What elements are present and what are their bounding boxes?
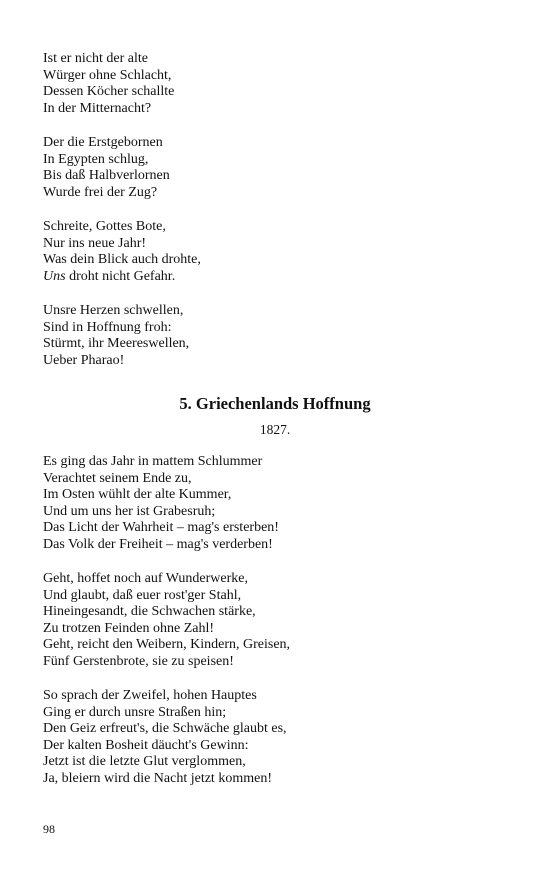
verse-line: Der die Erstgebornen <box>43 135 163 150</box>
stanza <box>43 571 513 671</box>
verse-line: Wurde frei der Zug? <box>43 184 158 200</box>
verse-line: Jetzt ist die letzte Glut verglommen, <box>43 754 246 770</box>
poem-title: 5. Griechenlands Hoffnung <box>179 394 371 413</box>
verse-line: Ja, bleiern wird die Nacht jetzt kommen! <box>43 770 272 786</box>
stanza <box>43 688 513 788</box>
verse-line: Und um uns her ist Grabesruh; <box>43 503 216 519</box>
verse-line: Es ging das Jahr in mattem Schlummer <box>43 454 263 469</box>
verse-line: Schreite, Gottes Bote, <box>43 219 166 234</box>
verse-line: In Egypten schlug, <box>43 151 149 167</box>
verse-line: Ist er nicht der alte <box>43 51 148 66</box>
verse-line: Hineingesandt, die Schwachen stärke, <box>43 604 256 620</box>
poem-body <box>43 688 513 788</box>
verse-line: Bis daß Halbverlornen <box>43 168 170 184</box>
stanza <box>43 303 513 369</box>
poem-continuation <box>43 51 513 117</box>
page-number: 98 <box>43 822 55 836</box>
verse-line: Den Geiz erfreut's, die Schwäche glaubt es, <box>43 721 287 737</box>
poem-year: 1827. <box>259 422 291 437</box>
stanza <box>43 135 513 201</box>
italic-word: Uns <box>43 268 66 284</box>
verse-line: In der Mitternacht? <box>43 100 152 116</box>
poem-continuation <box>43 219 513 285</box>
verse-line: Ueber Pharao! <box>43 352 125 368</box>
verse-line: Dessen Köcher schallte <box>43 84 175 100</box>
verse-line: Im Osten wühlt der alte Kummer, <box>43 487 232 503</box>
stanza <box>43 219 513 285</box>
stanza <box>43 51 513 117</box>
poem-body <box>43 571 513 671</box>
stanza <box>43 454 513 554</box>
verse-line: Das Volk der Freiheit – mag's verderben! <box>43 536 273 552</box>
verse-line: Würger ohne Schlacht, <box>43 67 172 83</box>
poem-continuation <box>43 303 513 369</box>
verse-line: Zu trotzen Feinden ohne Zahl! <box>43 620 215 636</box>
poem-continuation <box>43 135 513 201</box>
verse-line: Sind in Hoffnung froh: <box>43 319 172 335</box>
verse-line: So sprach der Zweifel, hohen Hauptes <box>43 688 257 703</box>
verse-line: Geht, hoffet noch auf Wunderwerke, <box>43 571 248 586</box>
verse-line: Unsre Herzen schwellen, <box>43 303 184 318</box>
verse-line: Ging er durch unsre Straßen hin; <box>43 704 227 720</box>
verse-line: Geht, reicht den Weibern, Kindern, Greisen, <box>43 637 291 653</box>
verse-line: Stürmt, ihr Meereswellen, <box>43 336 190 352</box>
verse-line: Der kalten Bosheit däucht's Gewinn: <box>43 737 249 753</box>
verse-line: Verachtet seinem Ende zu, <box>43 470 192 486</box>
verse-line: Fünf Gerstenbrote, sie zu speisen! <box>43 653 234 669</box>
verse-line: Und glaubt, daß euer rost'ger Stahl, <box>43 587 242 603</box>
verse-line: Das Licht der Wahrheit – mag's ersterben! <box>43 520 279 536</box>
poem-body <box>43 454 513 554</box>
verse-line: Nur ins neue Jahr! <box>43 235 147 251</box>
verse-line-rest: droht nicht Gefahr. <box>65 268 176 284</box>
verse-line <box>43 269 513 286</box>
verse-line: Was dein Blick auch drohte, <box>43 252 201 268</box>
